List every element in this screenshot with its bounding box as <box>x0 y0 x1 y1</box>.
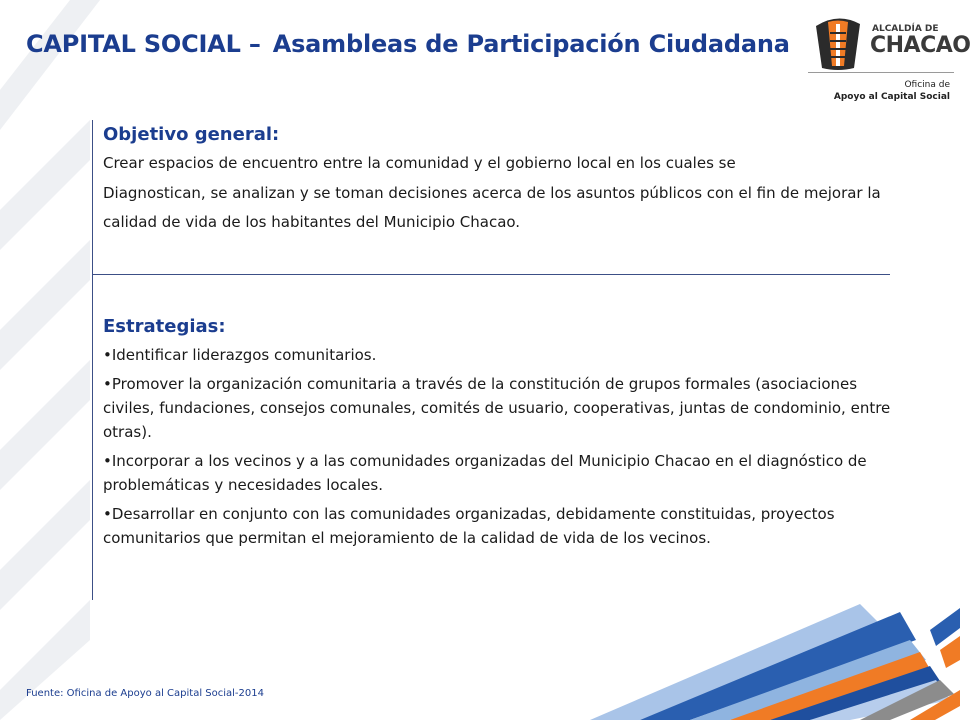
list-item: •Identificar liderazgos comunitarios. <box>103 346 377 364</box>
estrategias-list <box>103 343 893 550</box>
list-item: •Promover la organización comunitaria a través de la constitución de grupos formales (asociaciones civiles, fundaciones, consejos comunales, comités de usuario, cooperativas, juntas de condominio, entre otras). <box>103 375 891 441</box>
tower-logo-icon <box>808 16 868 72</box>
objetivo-line-2: Diagnostican, se analizan y se toman decisiones acerca de los asuntos públicos con el fin de mejorar la calidad de vida de los habitantes del Municipio Chacao. <box>103 184 881 231</box>
logo-text-chacao: CHACAO <box>870 33 970 58</box>
list-item: •Desarrollar en conjunto con las comunidades organizadas, debidamente constituidas, proyectos comunitarios que permitan el mejoramiento de la calidad de vida de los vecinos. <box>103 505 835 547</box>
stripe-orange-3 <box>940 636 960 668</box>
logo-text-apoyo: Apoyo al Capital Social <box>833 92 950 102</box>
logo-text-alcaldia: ALCALDÍA DE <box>872 24 939 34</box>
logo-divider <box>808 72 954 73</box>
corner-stripes <box>590 604 960 720</box>
alcaldia-logo <box>806 14 970 106</box>
title-part-2: Asambleas de Participación Ciudadana <box>272 30 790 58</box>
objetivo-section <box>103 124 893 237</box>
logo-text-oficina: Oficina de <box>904 80 950 90</box>
faint-left-stripes <box>0 0 100 720</box>
source-note: Fuente: Oficina de Apoyo al Capital Social-2014 <box>26 688 264 699</box>
list-item: •Incorporar a los vecinos y a las comunidades organizadas del Municipio Chacao en el diagnóstico de problemáticas y necesidades locales. <box>103 452 867 494</box>
estrategias-heading: Estrategias: <box>103 316 226 337</box>
section-divider <box>92 274 890 275</box>
objetivo-line-1: Crear espacios de encuentro entre la comunidad y el gobierno local en los cuales se <box>103 154 736 172</box>
content-vertical-rule <box>92 120 93 600</box>
title-part-1: CAPITAL SOCIAL – <box>26 30 261 58</box>
estrategias-section <box>103 316 893 555</box>
objetivo-heading: Objetivo general: <box>103 124 280 145</box>
page-title <box>26 30 790 58</box>
